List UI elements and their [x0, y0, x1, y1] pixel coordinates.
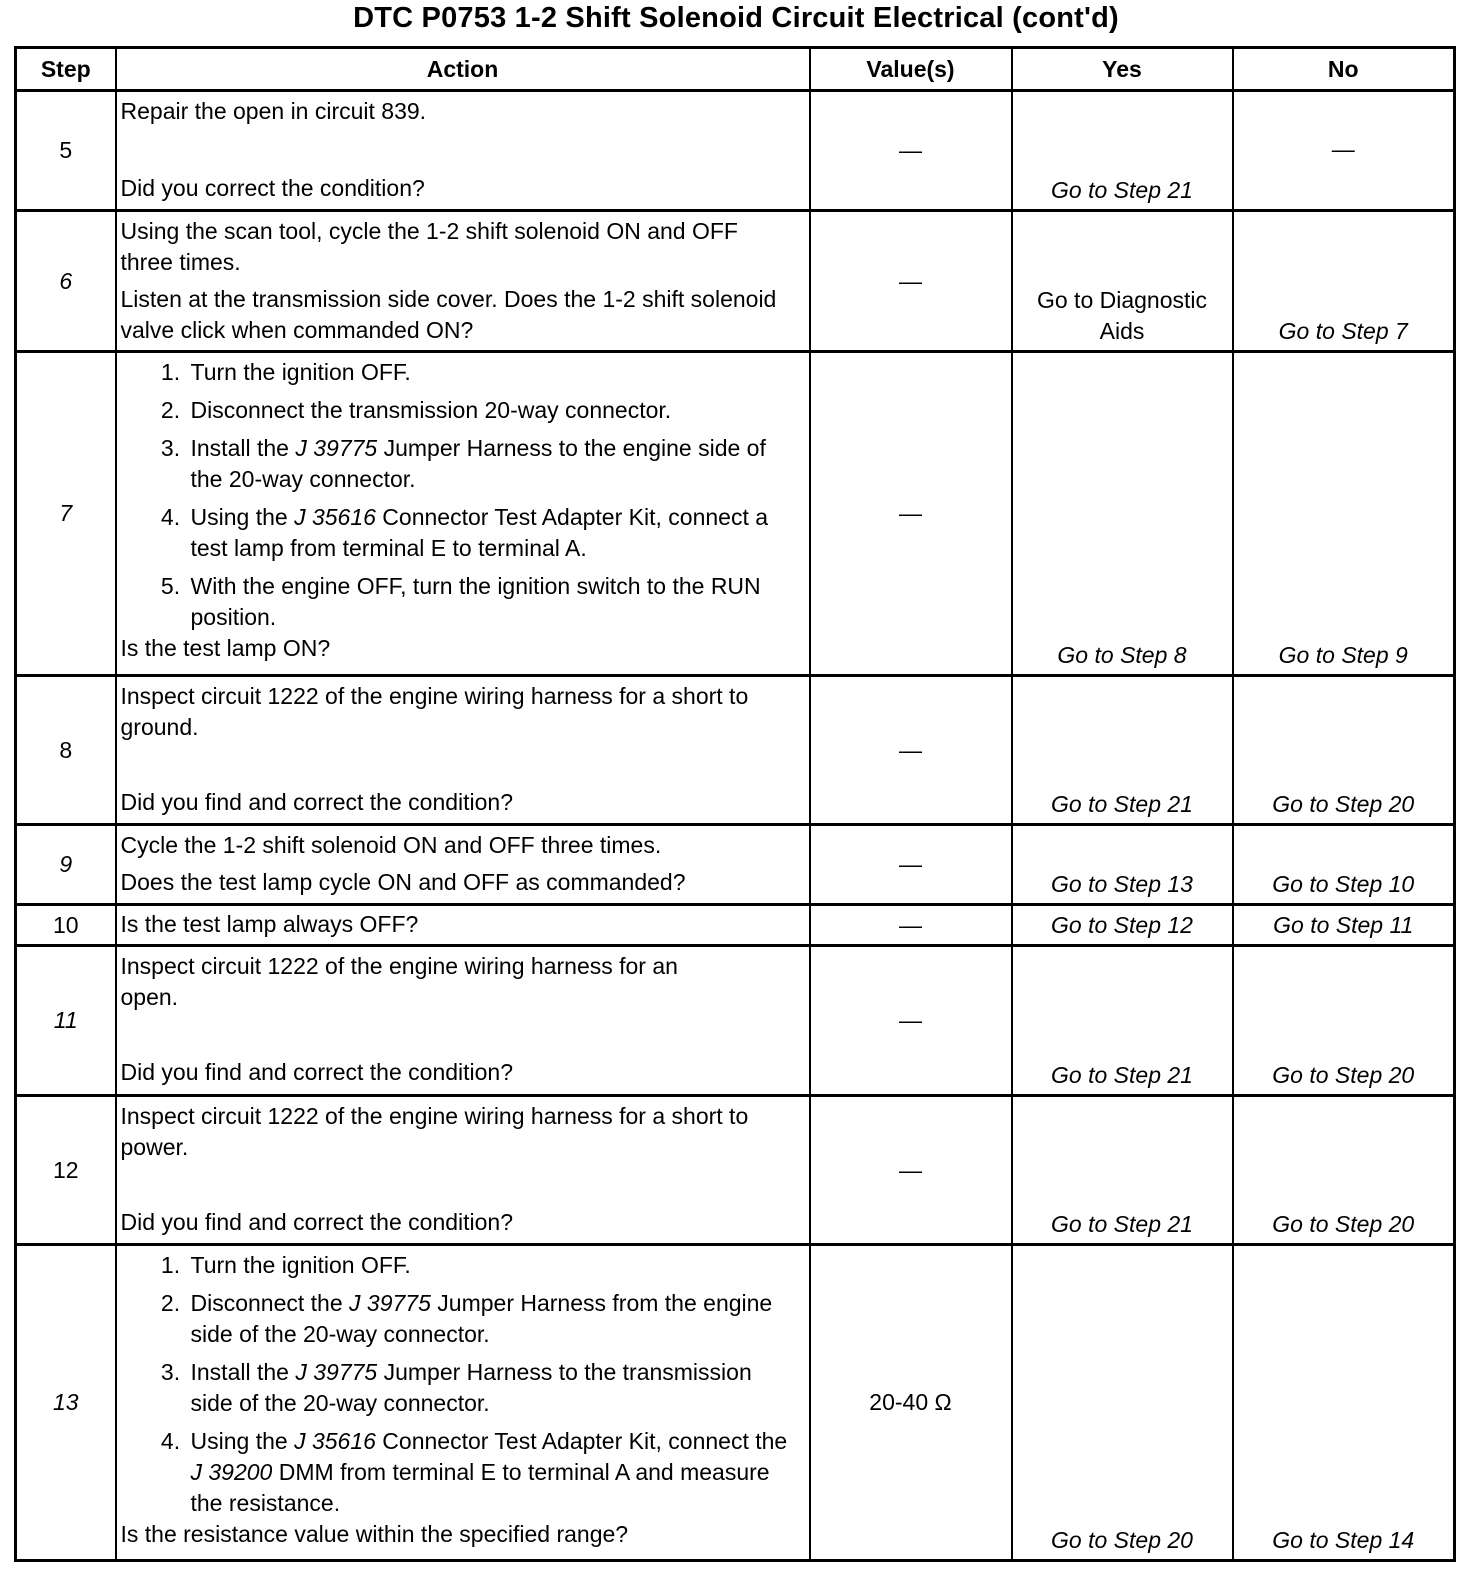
value-cell: —	[810, 946, 1012, 1096]
header-yes: Yes	[1012, 48, 1233, 91]
value-cell: 20-40 Ω	[810, 1245, 1012, 1561]
action-question: Did you find and correct the condition?	[120, 1209, 514, 1235]
yes-action: Go to Step 21	[1012, 676, 1233, 825]
procedure-item: 5. With the engine OFF, turn the ignition switch to the RUN position.	[187, 571, 795, 633]
action-question: Listen at the transmission side cover. Does the 1-2 shift solenoid valve click when commanded ON?	[120, 286, 777, 343]
step-number: 10	[16, 905, 116, 946]
diagnostic-table	[14, 46, 1456, 1562]
header-no: No	[1233, 48, 1455, 91]
procedure-item: 4. Using the J 35616 Connector Test Adapter Kit, connect a test lamp from terminal E to terminal A.	[187, 502, 795, 564]
step-number: 11	[16, 946, 116, 1096]
page-title: DTC P0753 1-2 Shift Solenoid Circuit Electrical (cont'd)	[353, 2, 1119, 34]
tool-reference: J 35616	[294, 1428, 376, 1454]
procedure-item: 3. Install the J 39775 Jumper Harness to the transmission side of the 20-way connector.	[187, 1357, 795, 1419]
no-action: Go to Step 20	[1233, 676, 1455, 825]
yes-action: Go to Step 21	[1012, 1096, 1233, 1245]
no-action: Go to Step 14	[1233, 1245, 1455, 1561]
no-action: Go to Step 10	[1233, 825, 1455, 905]
action-text: Cycle the 1-2 shift solenoid ON and OFF three times.	[120, 832, 662, 858]
header-step: Step	[16, 48, 116, 91]
action-question: Does the test lamp cycle ON and OFF as commanded?	[120, 869, 686, 895]
yes-action: Go to Step 12	[1012, 905, 1233, 946]
value-cell: —	[810, 352, 1012, 676]
procedure-item: 1. Turn the ignition OFF.	[187, 357, 795, 388]
action-text: Inspect circuit 1222 of the engine wiring harness for an open.	[120, 953, 678, 1010]
value-cell: —	[810, 91, 1012, 211]
step-number: 13	[16, 1245, 116, 1561]
no-action: Go to Step 7	[1233, 211, 1455, 352]
yes-action-text: Go to Diagnostic Aids	[1036, 287, 1208, 344]
value-cell: —	[810, 825, 1012, 905]
action-text: Inspect circuit 1222 of the engine wiring harness for a short to ground.	[120, 683, 749, 740]
action-cell	[116, 946, 810, 1096]
step-number: 8	[16, 676, 116, 825]
action-question: Did you find and correct the condition?	[120, 789, 514, 815]
action-cell	[116, 676, 810, 825]
table-row-step-10	[16, 905, 1455, 946]
value-cell: —	[810, 1096, 1012, 1245]
yes-action	[1012, 211, 1233, 352]
step-number: 5	[16, 91, 116, 211]
yes-action: Go to Step 8	[1012, 352, 1233, 676]
no-action: Go to Step 20	[1233, 946, 1455, 1096]
procedure-item: 2. Disconnect the J 39775 Jumper Harness from the engine side of the 20-way connector.	[187, 1288, 795, 1350]
action-cell	[116, 1096, 810, 1245]
no-action: —	[1233, 91, 1455, 211]
procedure-item: 1. Turn the ignition OFF.	[187, 1250, 795, 1281]
value-cell: —	[810, 211, 1012, 352]
yes-action: Go to Step 20	[1012, 1245, 1233, 1561]
no-action: Go to Step 11	[1233, 905, 1455, 946]
table-row-step-11	[16, 946, 1455, 1096]
action-question: Is the resistance value within the specified range?	[120, 1521, 629, 1547]
step-number: 6	[16, 211, 116, 352]
yes-action: Go to Step 13	[1012, 825, 1233, 905]
action-text: Using the scan tool, cycle the 1-2 shift solenoid ON and OFF three times.	[120, 218, 738, 275]
procedure-item: 2. Disconnect the transmission 20-way connector.	[187, 395, 795, 426]
action-cell	[116, 91, 810, 211]
table-row-step-12	[16, 1096, 1455, 1245]
no-action: Go to Step 20	[1233, 1096, 1455, 1245]
no-action: Go to Step 9	[1233, 352, 1455, 676]
tool-reference: J 35616	[294, 504, 376, 530]
step-number: 7	[16, 352, 116, 676]
action-question: Did you correct the condition?	[120, 175, 425, 201]
table-row-step-13	[16, 1245, 1455, 1561]
procedure-item: 3. Install the J 39775 Jumper Harness to the engine side of the 20-way connector.	[187, 433, 795, 495]
yes-action: Go to Step 21	[1012, 91, 1233, 211]
table-row-step-7	[16, 352, 1455, 676]
action-text: Inspect circuit 1222 of the engine wiring harness for a short to power.	[120, 1103, 749, 1160]
header-row	[16, 48, 1455, 91]
table-row-step-8	[16, 676, 1455, 825]
step-number: 12	[16, 1096, 116, 1245]
action-cell	[116, 352, 810, 676]
action-question: Did you find and correct the condition?	[120, 1059, 514, 1085]
tool-reference: J 39775	[295, 1359, 378, 1385]
action-text: Repair the open in circuit 839.	[120, 98, 427, 124]
action-cell	[116, 1245, 810, 1561]
tool-reference: J 39775	[295, 435, 378, 461]
yes-action: Go to Step 21	[1012, 946, 1233, 1096]
procedure-list	[121, 1250, 795, 1519]
procedure-item: 4. Using the J 35616 Connector Test Adapter Kit, connect the J 39200 DMM from terminal E to terminal A and measure the resistance.	[187, 1426, 795, 1519]
tool-reference: J 39775	[349, 1290, 431, 1316]
value-cell: —	[810, 905, 1012, 946]
action-question: Is the test lamp always OFF?	[120, 910, 419, 937]
action-cell	[116, 211, 810, 352]
procedure-list	[121, 357, 795, 633]
header-action: Action	[116, 48, 810, 91]
table-row-step-5	[16, 91, 1455, 211]
header-values: Value(s)	[810, 48, 1012, 91]
action-cell	[116, 825, 810, 905]
tool-reference: J 39200	[190, 1459, 273, 1485]
value-cell: —	[810, 676, 1012, 825]
table-row-step-6	[16, 211, 1455, 352]
action-question: Is the test lamp ON?	[120, 635, 331, 661]
step-number: 9	[16, 825, 116, 905]
action-cell	[116, 905, 810, 946]
table-row-step-9	[16, 825, 1455, 905]
